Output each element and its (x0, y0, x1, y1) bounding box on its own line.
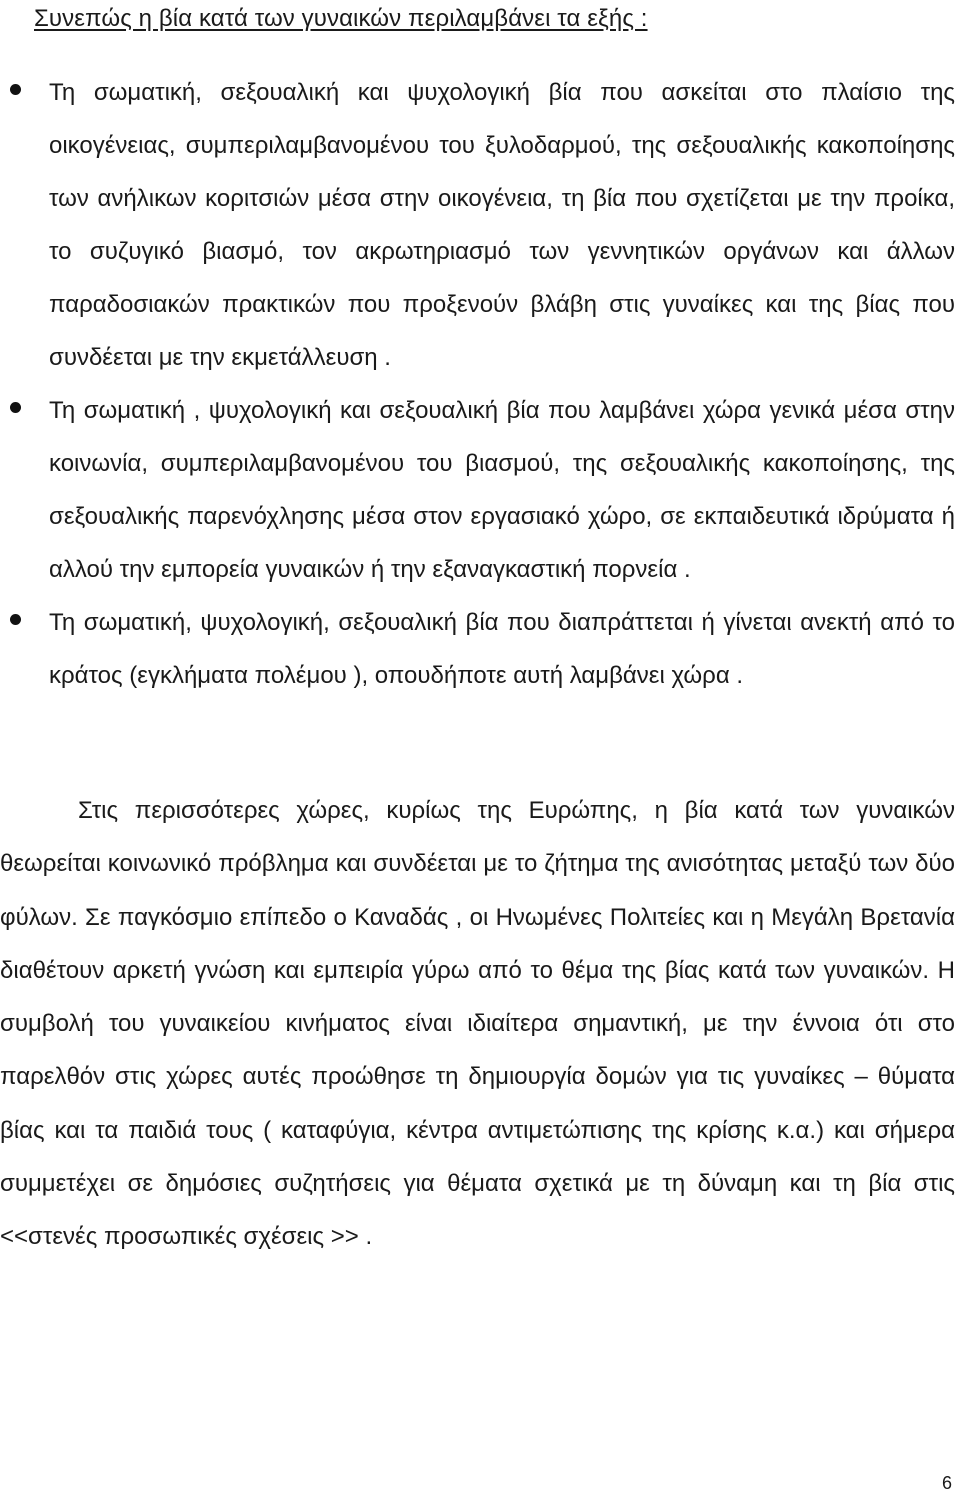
body-paragraph: Στις περισσότερες χώρες, κυρίως της Ευρώπης, η βία κατά των γυναικών θεωρείται κοινωνικό πρόβλημα και συνδέεται με το ζήτημα της ανισότητας μεταξύ των δύο φύλων. Σε παγκόσμιο επίπεδο ο Καναδάς , οι Ηνωμένες Πολιτείες και η Μεγάλη Βρετανία διαθέτουν αρκετή γνώση και εμπειρία γύρω από το θέμα της βίας κατά των γυναικών. Η συμβολή του γυναικείου κινήματος είναι ιδιαίτερα σημαντική, με την έννοια ότι στο παρελθόν στις χώρες αυτές προώθησε τη δημιουργία δομών για τις γυναίκες – θύματα βίας και τα παιδιά τους ( καταφύγια, κέντρα αντιμετώπισης της κρίσης κ.α.) και σήμερα συμμετέχει σε δημόσιες συζητήσεις για θέματα σχετικά με τη δύναμη και τη βία στις <<στενές προσωπικές σχέσεις >> . (0, 797, 955, 1251)
bullet-icon (10, 84, 21, 95)
bullet-icon (10, 614, 21, 625)
list-item (0, 66, 955, 384)
list-item-text: Τη σωματική, ψυχολογική, σεξουαλική βία που διαπράττεται ή γίνεται ανεκτή από το κράτος (εγκλήματα πολέμου ), οπουδήποτε αυτή λαμβάνει χώρα . (49, 609, 955, 689)
list-item (0, 596, 955, 702)
list-item (0, 384, 955, 596)
bullet-icon (10, 402, 21, 413)
page-number: 6 (942, 1473, 953, 1493)
bullet-list (0, 66, 960, 702)
section-heading: Συνεπώς η βία κατά των γυναικών περιλαμβάνει τα εξής : (34, 5, 648, 32)
list-item-text: Τη σωματική , ψυχολογική και σεξουαλική βία που λαμβάνει χώρα γενικά μέσα στην κοινωνία, συμπεριλαμβανομένου του βιασμού, της σεξουαλικής κακοποίησης, της σεξουαλικής παρενόχλησης μέσα στον εργασιακό χώρο, σε εκπαιδευτικά ιδρύματα ή αλλού την εμπορεία γυναικών ή την εξαναγκαστική πορνεία . (49, 397, 955, 583)
list-item-text: Τη σωματική, σεξουαλική και ψυχολογική βία που ασκείται στο πλαίσιο της οικογένειας, συμπεριλαμβανομένου του ξυλοδαρμού, της σεξουαλικής κακοποίησης των ανήλικων κοριτσιών μέσα στην οικογένεια, τη βία που σχετίζεται με την προίκα, το συζυγικό βιασμό, τον ακρωτηριασμό των γεννητικών οργάνων και άλλων παραδοσιακών πρακτικών που προξενούν βλάβη στις γυναίκες και της βίας που συνδέεται με την εκμετάλλευση . (49, 79, 955, 371)
